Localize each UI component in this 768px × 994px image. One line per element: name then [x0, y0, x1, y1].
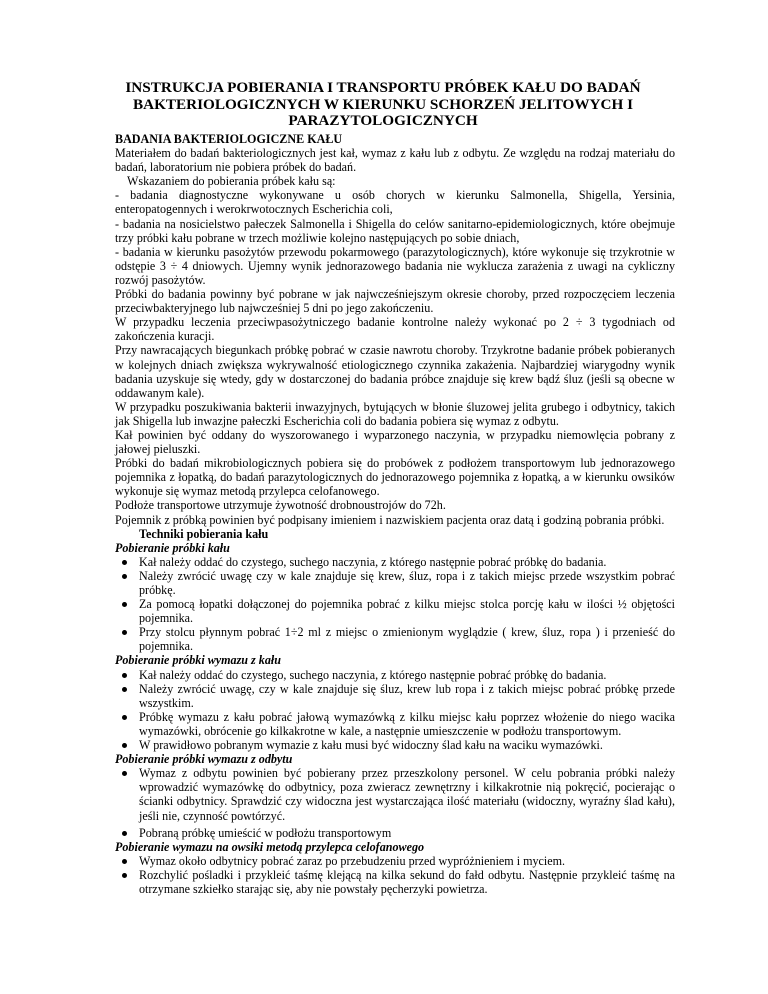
section-heading-techniques: Techniki pobierania kału — [139, 526, 269, 541]
paragraph: Próbki do badań mikrobiologicznych pobiera się do probówek z podłożem transportowym lub jednorazowego pojemnika z łopatką, do badań parazytologicznych do jednorazowego pojemnika z łopatką, a w kierunku owsików wykonuje się wymaz metodą przylepca celofanowego. — [115, 456, 675, 499]
list-item: Należy zwrócić uwagę, czy w kale znajduje się śluz, krew lub ropa i z takich miejsc pobrać próbkę przede wszystkim. — [115, 682, 675, 710]
paragraph: - badania diagnostyczne wykonywane u osób chorych w kierunku Salmonella, Shigella, Yersinia, enteropatogennych i werokrwotocznych Escherichia coli, — [115, 188, 675, 217]
bullet-list — [115, 668, 675, 753]
list-item: Przy stolcu płynnym pobrać 1÷2 ml z miejsc o zmienionym wyglądzie ( krew, śluz, ropa ) i przenieść do pojemnika. — [115, 625, 675, 653]
bullet-list — [115, 854, 675, 896]
list-item: Wymaz z odbytu powinien być pobierany przez przeszkolony personel. W celu pobrania próbki należy wprowadzić wymazówkę do odbytnicy, poza zwieracz zewnętrzny i kilkakrotnie nią pokręcić, pocierając o ścianki odbytnicy. Sprawdzić czy widoczna jest wystarczająca ilość materiału (widoczny, wyraźny ślad kału), jeśli nie, czynność powtórzyć. — [115, 766, 675, 822]
paragraph: Próbki do badania powinny być pobrane w jak najwcześniejszym okresie choroby, przed rozpoczęciem leczenia przeciwbakteryjnego lub najwcześniej 5 dni po jego zakończeniu. — [115, 287, 675, 316]
paragraph: Przy nawracających biegunkach próbkę pobrać w czasie nawrotu choroby. Trzykrotne badanie próbek pobieranych w kolejnych dniach zwiększa wykrywalność etiologicznego czynnika zakażenia. Najbardziej wiarygodny wynik badania uzyskuje się wtedy, gdy w dostarczonej do badania próbce znajduje się krew bądź śluz (jeśli są obecne w oddawanym kale). — [115, 343, 675, 400]
paragraph: W przypadku poszukiwania bakterii inwazyjnych, bytujących w błonie śluzowej jelita grubego i odbytnicy, takich jak Shigella lub inwazjne pałeczki Escherichia coli do badania pobiera się wymaz z odbytu. — [115, 399, 675, 428]
paragraph: Materiałem do badań bakteriologicznych jest kał, wymaz z kału lub z odbytu. Ze względu na rodzaj materiału do badań, laboratorium nie pobiera próbek do badań. — [115, 146, 675, 175]
list-item: Wymaz około odbytnicy pobrać zaraz po przebudzeniu przed wypróżnieniem i myciem. — [115, 854, 675, 868]
paragraph: W przypadku leczenia przeciwpasożytniczego badanie kontrolne należy wykonać po 2 ÷ 3 tygodniach od zakończenia kuracji. — [115, 315, 675, 344]
section-heading-bacteriology: BADANIA BAKTERIOLOGICZNE KAŁU — [115, 132, 343, 146]
subsection-heading: Pobieranie próbki wymazu z kału — [115, 653, 281, 668]
list-item: Należy zwrócić uwagę czy w kale znajduje się krew, śluz, ropa i z takich miejsc przede wszystkim pobrać próbkę. — [115, 569, 675, 597]
subsection-heading: Pobieranie próbki kału — [115, 540, 230, 555]
list-item: Rozchylić pośladki i przykleić taśmę klejącą na kilka sekund do fałd odbytu. Następnie przykleić taśmę na otrzymane szkiełko starając się, aby nie powstały pęcherzyki powietrza. — [115, 868, 675, 896]
subsection-heading: Pobieranie wymazu na owsiki metodą przylepca celofanowego — [115, 839, 425, 854]
paragraph: Podłoże transportowe utrzymuje żywotność drobnoustrojów do 72h. — [115, 498, 446, 513]
bullet-list — [115, 766, 675, 839]
paragraph: - badania w kierunku pasożytów przewodu pokarmowego (parazytologicznych), które wykonuje się trzykrotnie w odstępie 3 ÷ 4 dniowych. Ujemny wynik jednorazowego badania nie wyklucza zarażenia z uwagi na cykliczny rozwój pasożytów. — [115, 244, 675, 287]
paragraph: Wskazaniem do pobierania próbek kału są: — [127, 174, 336, 189]
paragraph: Pojemnik z próbką powinien być podpisany imieniem i nazwiskiem pacjenta oraz datą i godziną pobrania próbki. — [115, 512, 665, 527]
paragraph: Kał powinien być oddany do wyszorowanego i wyparzonego naczynia, w przypadku niemowlęcia pobrany z jałowej pieluszki. — [115, 427, 675, 457]
list-item: W prawidłowo pobranym wymazie z kału musi być widoczny ślad kału na waciku wymazówki. — [115, 738, 675, 752]
list-item: Za pomocą łopatki dołączonej do pojemnika pobrać z kilku miejsc stolca porcję kału w ilości ½ objętości pojemnika. — [115, 597, 675, 625]
document-title: INSTRUKCJA POBIERANIA I TRANSPORTU PRÓBEK KAŁU DO BADAŃ BAKTERIOLOGICZNYCH W KIERUNKU SCHORZEŃ JELITOWYCH I PARAZYTOLOGICZNYCH — [125, 79, 641, 130]
bullet-list — [115, 555, 675, 654]
list-item: Kał należy oddać do czystego, suchego naczynia, z którego następnie pobrać próbkę do badania. — [115, 668, 675, 682]
document-body — [115, 132, 675, 896]
list-item: Pobraną próbkę umieścić w podłożu transportowym — [115, 826, 675, 840]
list-item: Kał należy oddać do czystego, suchego naczynia, z którego następnie pobrać próbkę do badania. — [115, 555, 675, 569]
paragraph: - badania na nosicielstwo pałeczek Salmonella i Shigella do celów sanitarno-epidemiologicznych, które obejmuje trzy próbki kału pobrane w trzech możliwie kolejno następujących po sobie dniach, — [115, 216, 675, 245]
list-item: Próbkę wymazu z kału pobrać jałową wymazówką z kilku miejsc kału poprzez włożenie do niego wacika wymazówki, obrócenie go kilkakrotne w kale, a następnie umieszczenie w podłożu transportowym. — [115, 710, 675, 738]
subsection-heading: Pobieranie próbki wymazu z odbytu — [115, 752, 293, 767]
